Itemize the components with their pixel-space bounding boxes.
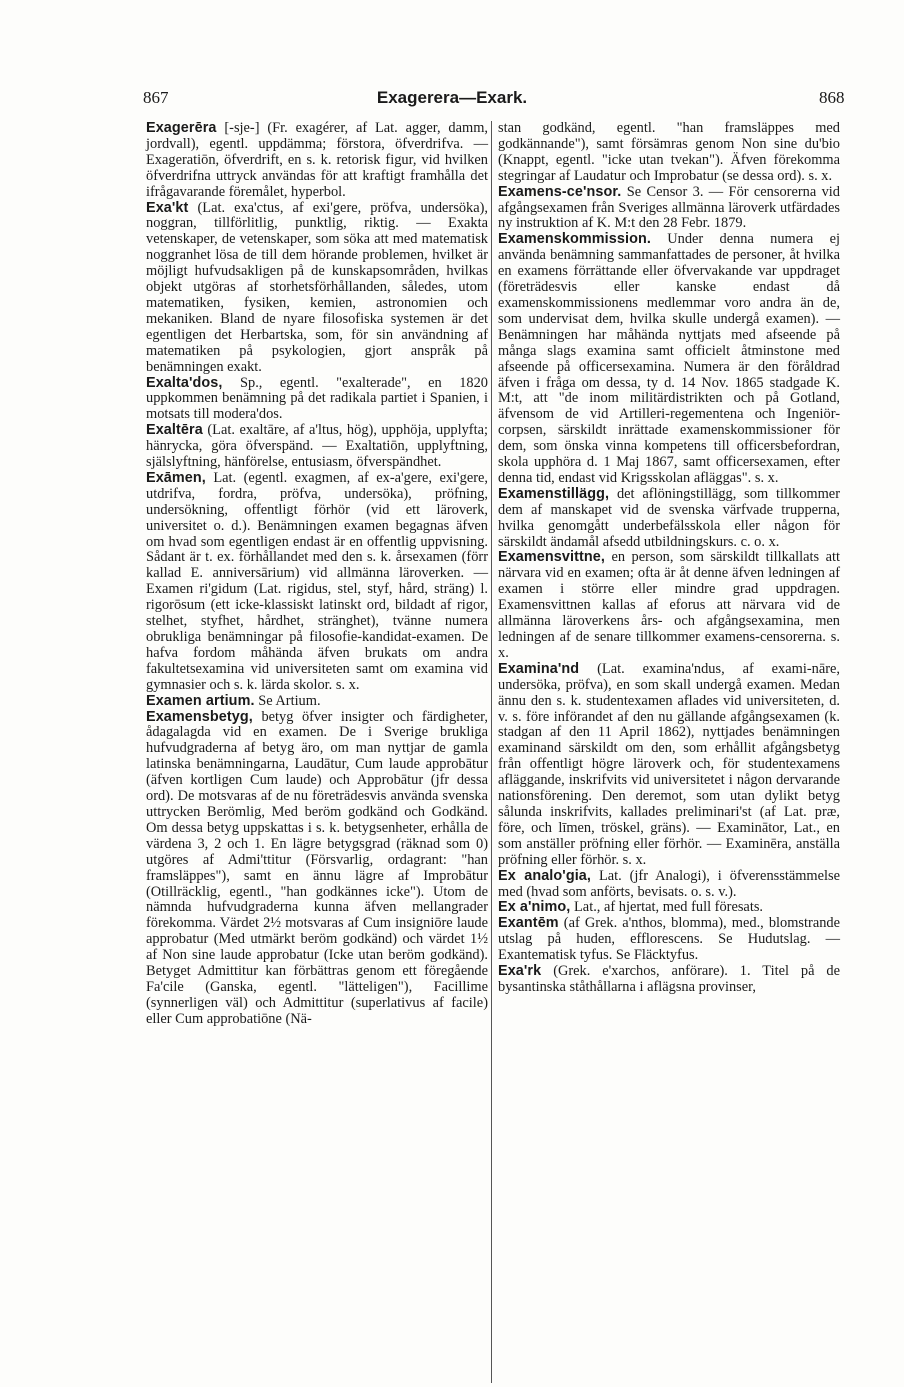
entry-text: Se Censor 3. — För censorerna vid afgångsexamen från Sveriges allmänna läroverk utfärdades ny instruktion af K. M:t den 28 Febr. 1879. [498,183,840,232]
headword: Examen artium. [146,692,255,709]
entry-text: (Grek. e'xarchos, anförare). 1. Titel på de bysantinska ståthållarna i aflägsna provinser, [498,963,840,995]
page-number-right: 868 [819,88,845,107]
entry [498,916,840,964]
left-column [146,121,488,1028]
entry [498,964,840,996]
entry-continuation [498,121,840,185]
entry-text: betyg öfver insigter och färdigheter, ådagalagda vid en examen. De i Sverige brukliga hufvudgraderna af betyg äro, om man nyttjar de gamla latinska benämningarna, Laudātur, Cum laude approbātur (äfven kortligen Cum laude) och Approbātur (jfr dessa ord). De motsvaras af de nu företrädesvis använda svenska uttrycken Berömlig, Med beröm godkänd och Godkänd. Om dessa betyg uppskattas i s. k. betygsenheter, erhålla de värdena 3, 2 och 1. En lägre betygsgrad (räknad som 0) utgöres af Admi'ttitur (Försvarlig, ordagrant: "han framsläppes"), samt en ännu lägre af Improbātur (Otillräcklig, egentl., "han godkännes icke"). Utom de nämnda hufvudgraderna kunna äfven mellangrader förekomma. Värdet 2½ motsvaras af Cum insigniōre laude approbatur (Med utmärkt beröm godkänd) och värdet 1½ af Non sine laude approbatur (Icke utan beröm godkänd). Betyget Admittitur kan förbättras genom ett föregående Fa'cile (Ganska, egentl. "lätteligen"), Facillime (synnerligen väl) och Admittitur (superlativus af facile) eller Cum approbatiōne (Nä- [146,708,488,1027]
entry-text: (Lat. exa'ctus, af exi'gere, pröfva, undersöka), noggran, tillförlitlig, punktlig, riktig. — Exakta vetenskaper, de vetenskaper, som söka att med matematisk noggranhet lösa de till dem hörande problemen, hvilket är möjligt hufvudsakligen på de kunskapsområden, hvilkas objekt utgöras af storhetsförhållanden, således, utom matematiken, fysiken, kemien, astronomien och mekaniken. Bland de nyare filosofiska systemen är det egentligen det Herbartska, som, för sin användning af matematiken på psykologien, gjort anspråk på benämningen exakt. [146,199,488,375]
right-column [498,121,840,996]
entry [498,900,840,916]
column-divider [491,121,492,1383]
entry-text: Lat., af hjertat, med full föresats. [574,899,764,916]
entry [146,121,488,201]
entry-text: Lat. (egentl. exagmen, af ex-a'gere, exi'gere, utdrifva, fordra, pröfva, undersöka), pröfning, undersökning, offentligt förhör (vid ett läroverk, universitet o. d.). Benämningen examen begagnas äfven om hvad som egentligen endast är en offentlig uppvisning. Sådant är t. ex. förhållandet med den s. k. årsexamen (förr kallad E. anniversārium) vid allmänna läroverken. — Examen ri'gidum (Lat. rigidus, stel, styf, hård, sträng) l. rigorōsum (ett icke-klassiskt latinskt ord, bildadt af rigor, stelhet, styfhet, hårdhet, stränghet), tvänne numera obrukliga benämningar på filosofie-kandidat-examen. De hafva fordom måhända äfven brukats om andra fakultetsexamina vid universiteten samt om examina vid gymnasier och s. k. lärda skolor. s. x. [146,469,488,693]
entry [146,201,488,376]
headword: Examensbetyg, [146,708,253,725]
entry-text: Se Artium. [258,692,321,709]
entry [146,710,488,1028]
entry [498,550,840,661]
headword: Exa'kt [146,199,189,216]
entry [498,662,840,869]
entry-text: Lat. (jfr Analogi), i öfverensstämmelse med (hvad som anförts, bevisats. o. s. v.). [498,867,840,900]
headword: Examens-ce'nsor. [498,183,622,200]
entry-text: en person, som särskildt tillkallats att närvara vid en examen; ofta är åt denne äfven ledningen af examen i större eller mindre grad uppdragen. Examensvittnen kallas af eforus att närvara vid de allmänna läroverkens års- och afgångsexamina, men ledningen af de senare tillkommer examens-censorerna. s. x. [498,549,840,661]
entry [146,694,488,710]
entry-text: (Lat. examina'ndus, af exami-nāre, undersöka, pröfva), en som skall undergå examen. Medan ännu den s. k. studentexamen aflades vid universiteten, d. v. s. före införandet af den nu gällande afgångsexamen (k. stadgan af den 11 April 1862), nyttjades benämningen examinand särskildt om den, som erhållit afgångsbetyg från offentligt högre läroverk och, för studentexamens afläggande, inskrifvits vid universitetet i någon dervarande nationsförening. Den deremot, som utan dylikt betyg sålunda inskrifvits, kallades preliminari'st (af Lat. præ, före, och līmen, tröskel, gräns). — Examinātor, Lat., en som anställer pröfning eller förhör. — Examinēra, anställa pröfning eller förhör. s. x. [498,660,840,868]
entry-text: (af Grek. a'nthos, blomma), med., blomstrande utslag på huden, efflorescens. Se Hudutslag. — Exantematisk tyfus. Se Fläcktyfus. [498,915,840,964]
headword: Exantēm [498,915,559,932]
entry [498,232,840,487]
headword: Exagerēra [146,120,217,136]
entry [146,471,488,694]
headword: Ex analo'gia, [498,867,592,884]
headword: Exa'rk [498,963,542,980]
headword: Exāmen, [146,469,206,486]
running-title: Exagerera—Exark. [376,88,528,107]
headword: Exalta'dos, [146,374,223,391]
headword: Exaltēra [146,422,203,439]
headword: Examensvittne, [498,549,605,566]
headword: Examenskommission. [498,231,651,248]
entry-text: (Lat. exaltāre, af a'ltus, hög), upphöja, upplyfta; hänrycka, göra öfverspänd. — Exaltatiōn, upplyftning, själslyftning, hänförelse, entusiasm, öfverspändhet. [146,422,488,471]
headword: Examenstillägg, [498,485,610,502]
entry [498,869,840,901]
headword: Ex a'nimo, [498,899,571,916]
entry [146,423,488,471]
entry [498,487,840,551]
page-number-left: 867 [143,88,169,107]
headword: Examina'nd [498,660,580,677]
entry [146,376,488,424]
entry-text: Under denna numera ej använda benämning sammanfattades de personer, åt hvilka en examens förrättande eller öfvervakande var uppdraget (företrädesvis eller kanske endast då examenskommissionens medlemmar voro andra än de, som undervisat dem, hvilka skulle undergå examen). — Benämningen har måhända nyttjats med afseende på många slags examina samt officielt åtminstone med afseende på officersexamina. Numera är den föråldrad äfven i fråga om dessa, ty d. 14 Nov. 1865 stadgade K. M:t, att "de inom militärdistrikten och på Gotland, äfvensom de vid Artilleri-regementena och Ingeniör-corpsen, särskildt inrättade examenskommissioner för dem, som önska vinna kompetens till officersbefordran, skola upphöra d. 1 Maj 1867, samt officersexamen, efter denna tid, endast vid Krigsskolan afläggas". s. x. [498,231,840,486]
entry-text: det aflöningstillägg, som tillkommer dem af manskapet vid de svenska värfvade trupperna, hvilka genomgått underbefälsskola eller någon för särskildt ändamål afsedd utbildningskurs. c. o. x. [498,485,840,550]
entry-text: Sp., egentl. "exalterade", en 1820 uppkommen benämning på det radikala partiet i Spanien, i motsats till modera'dos. [146,374,488,423]
entry-text: [-sje-] (Fr. exagérer, af Lat. agger, damm, jordvall), egentl. uppdämma; förstora, öfverdrifva. — Exageratiōn, öfverdrift, en s. k. retorisk figur, vid hvilken öfverdrifna uttryck användas för att kraftigt framhålla det ifrågavarande föremålet, hyperbol. [146,120,488,200]
page-header [0,88,904,112]
entry-text: stan godkänd, egentl. "han framsläppes med godkännande"), samt försämras genom Non sine du'bio (Knappt, egentl. "icke utan tvekan"). Äfven förekomma stegringar af Laudatur och Improbatur (se dessa ord). s. x. [498,120,840,184]
entry [498,185,840,233]
